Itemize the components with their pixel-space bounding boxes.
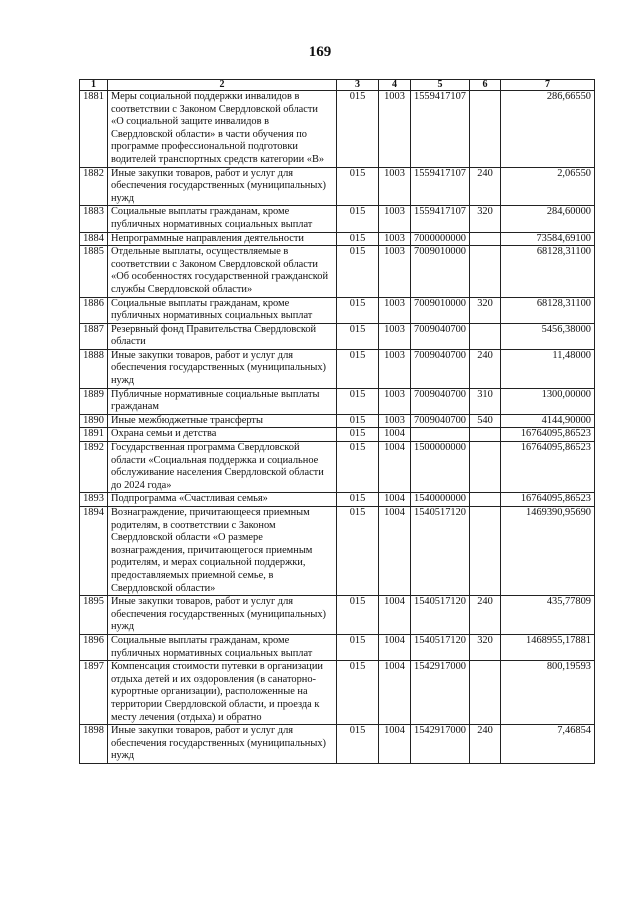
ministry-code-cell: 015 [337,442,379,493]
section-code-cell: 1003 [379,323,411,349]
table-row [80,167,595,206]
row-name-cell: Резервный фонд Правительства Свердловской области [108,323,337,349]
row-name-cell: Иные закупки товаров, работ и услуг для обеспечения государственных (муниципальных) нужд [108,167,337,206]
row-name-cell: Иные закупки товаров, работ и услуг для обеспечения государственных (муниципальных) нужд [108,725,337,764]
expense-type-cell [470,91,501,168]
row-number-cell: 1886 [80,297,108,323]
table-row [80,414,595,428]
expense-type-cell: 320 [470,206,501,232]
expense-type-cell [470,323,501,349]
amount-cell: 800,19593 [501,661,595,725]
row-name-cell: Меры социальной поддержки инвалидов в соответствии с Законом Свердловской области «О социальной защите инвалидов в Свердловской области» в части обучения по программе профессиональной подготовки водителей транспортных средств категории «В» [108,91,337,168]
section-code-cell: 1004 [379,507,411,596]
ministry-code-cell: 015 [337,232,379,246]
row-number-cell: 1889 [80,388,108,414]
row-number-cell: 1891 [80,428,108,442]
expense-type-cell: 240 [470,167,501,206]
table-row [80,725,595,764]
row-number-cell: 1897 [80,661,108,725]
row-number-cell: 1892 [80,442,108,493]
ministry-code-cell: 015 [337,414,379,428]
amount-cell: 1469390,95690 [501,507,595,596]
amount-cell: 7,46854 [501,725,595,764]
ministry-code-cell: 015 [337,634,379,660]
target-article-cell: 1559417107 [411,167,470,206]
target-article-cell: 7000000000 [411,232,470,246]
ministry-code-cell: 015 [337,206,379,232]
ministry-code-cell: 015 [337,246,379,297]
table-row [80,634,595,660]
ministry-code-cell: 015 [337,323,379,349]
row-name-cell: Публичные нормативные социальные выплаты гражданам [108,388,337,414]
section-code-cell: 1003 [379,388,411,414]
ministry-code-cell: 015 [337,507,379,596]
row-name-cell: Государственная программа Свердловской области «Социальная поддержка и социальное обслуживание населения Свердловской области до 2024 года» [108,442,337,493]
row-name-cell: Отдельные выплаты, осуществляемые в соответствии с Законом Свердловской области «Об особенностях государственной гражданской службы Свердловской области» [108,246,337,297]
row-number-cell: 1895 [80,596,108,635]
table-row [80,323,595,349]
section-code-cell: 1003 [379,232,411,246]
section-code-cell: 1003 [379,206,411,232]
amount-cell: 11,48000 [501,349,595,388]
row-name-cell: Социальные выплаты гражданам, кроме публичных нормативных социальных выплат [108,297,337,323]
column-header: 3 [337,80,379,91]
target-article-cell [411,428,470,442]
section-code-cell: 1003 [379,167,411,206]
section-code-cell: 1004 [379,634,411,660]
amount-cell: 4144,90000 [501,414,595,428]
amount-cell: 286,66550 [501,91,595,168]
expense-type-cell [470,232,501,246]
ministry-code-cell: 015 [337,349,379,388]
target-article-cell: 1542917000 [411,661,470,725]
row-name-cell: Иные закупки товаров, работ и услуг для обеспечения государственных (муниципальных) нужд [108,596,337,635]
expense-type-cell: 540 [470,414,501,428]
ministry-code-cell: 015 [337,725,379,764]
amount-cell: 5456,38000 [501,323,595,349]
ministry-code-cell: 015 [337,596,379,635]
table-row [80,297,595,323]
row-name-cell: Подпрограмма «Счастливая семья» [108,493,337,507]
section-code-cell: 1003 [379,349,411,388]
table-row [80,206,595,232]
row-number-cell: 1888 [80,349,108,388]
target-article-cell: 1540517120 [411,634,470,660]
expense-type-cell: 310 [470,388,501,414]
section-code-cell: 1003 [379,246,411,297]
amount-cell: 1468955,17881 [501,634,595,660]
amount-cell: 68128,31100 [501,246,595,297]
row-number-cell: 1890 [80,414,108,428]
amount-cell: 16764095,86523 [501,442,595,493]
row-number-cell: 1893 [80,493,108,507]
expense-type-cell: 320 [470,297,501,323]
table-body [80,91,595,764]
amount-cell: 1300,00000 [501,388,595,414]
column-header: 5 [411,80,470,91]
row-number-cell: 1882 [80,167,108,206]
target-article-cell: 7009040700 [411,414,470,428]
row-name-cell: Социальные выплаты гражданам, кроме публичных нормативных социальных выплат [108,634,337,660]
section-code-cell: 1004 [379,428,411,442]
target-article-cell: 7009010000 [411,297,470,323]
ministry-code-cell: 015 [337,428,379,442]
row-number-cell: 1898 [80,725,108,764]
row-name-cell: Иные закупки товаров, работ и услуг для обеспечения государственных (муниципальных) нужд [108,349,337,388]
row-number-cell: 1885 [80,246,108,297]
expense-type-cell [470,428,501,442]
expense-type-cell [470,442,501,493]
target-article-cell: 7009040700 [411,323,470,349]
column-header: 1 [80,80,108,91]
section-code-cell: 1004 [379,442,411,493]
expense-type-cell [470,507,501,596]
row-number-cell: 1881 [80,91,108,168]
amount-cell: 284,60000 [501,206,595,232]
section-code-cell: 1003 [379,91,411,168]
expense-type-cell: 240 [470,596,501,635]
row-name-cell: Социальные выплаты гражданам, кроме публичных нормативных социальных выплат [108,206,337,232]
expense-type-cell [470,661,501,725]
row-number-cell: 1884 [80,232,108,246]
expense-type-cell: 320 [470,634,501,660]
table-row [80,596,595,635]
target-article-cell: 1542917000 [411,725,470,764]
target-article-cell: 7009040700 [411,349,470,388]
table-row [80,442,595,493]
expense-type-cell [470,493,501,507]
amount-cell: 68128,31100 [501,297,595,323]
target-article-cell: 1559417107 [411,91,470,168]
section-code-cell: 1004 [379,493,411,507]
amount-cell: 16764095,86523 [501,428,595,442]
budget-table [79,79,595,764]
ministry-code-cell: 015 [337,297,379,323]
column-header: 2 [108,80,337,91]
expense-type-cell: 240 [470,349,501,388]
amount-cell: 2,06550 [501,167,595,206]
column-header: 4 [379,80,411,91]
table-row [80,493,595,507]
ministry-code-cell: 015 [337,91,379,168]
row-name-cell: Вознаграждение, причитающееся приемным родителям, в соответствии с Законом Свердловской области «О размере вознаграждения, причитающегося приемным родителям, и мерах социальной поддержки, предоставляемых приемной семье, в Свердловской области» [108,507,337,596]
ministry-code-cell: 015 [337,388,379,414]
expense-type-cell [470,246,501,297]
ministry-code-cell: 015 [337,661,379,725]
target-article-cell: 7009010000 [411,246,470,297]
amount-cell: 16764095,86523 [501,493,595,507]
section-code-cell: 1004 [379,725,411,764]
row-number-cell: 1894 [80,507,108,596]
target-article-cell: 1540517120 [411,596,470,635]
target-article-cell: 7009040700 [411,388,470,414]
table-row [80,232,595,246]
amount-cell: 435,77809 [501,596,595,635]
row-name-cell: Иные межбюджетные трансферты [108,414,337,428]
row-name-cell: Компенсация стоимости путевки в организации отдыха детей и их оздоровления (в санаторно-курортные организации), расположенные на территории Свердловской области, и проезда к месту лечения (отдыха) и обратно [108,661,337,725]
amount-cell: 73584,69100 [501,232,595,246]
row-name-cell: Непрограммные направления деятельности [108,232,337,246]
table-row [80,661,595,725]
table-row [80,246,595,297]
row-number-cell: 1896 [80,634,108,660]
target-article-cell: 1500000000 [411,442,470,493]
table-row [80,428,595,442]
row-number-cell: 1883 [80,206,108,232]
row-name-cell: Охрана семьи и детства [108,428,337,442]
page-number: 169 [308,44,332,60]
target-article-cell: 1540517120 [411,507,470,596]
column-header: 6 [470,80,501,91]
target-article-cell: 1559417107 [411,206,470,232]
section-code-cell: 1003 [379,414,411,428]
section-code-cell: 1004 [379,596,411,635]
ministry-code-cell: 015 [337,167,379,206]
target-article-cell: 1540000000 [411,493,470,507]
section-code-cell: 1003 [379,297,411,323]
table-header-row [80,80,595,91]
row-number-cell: 1887 [80,323,108,349]
ministry-code-cell: 015 [337,493,379,507]
table-row [80,507,595,596]
column-header: 7 [501,80,595,91]
expense-type-cell: 240 [470,725,501,764]
table-row [80,349,595,388]
table-row [80,388,595,414]
table-row [80,91,595,168]
section-code-cell: 1004 [379,661,411,725]
